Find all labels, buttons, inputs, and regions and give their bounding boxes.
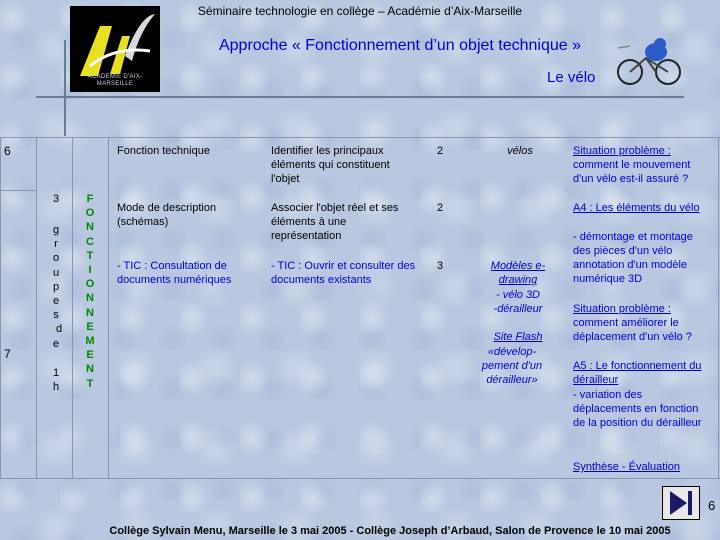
footer-text: Collège Sylvain Menu, Marseille le 3 mai 2005 - Collège Joseph d’Arbaud, Salon de Provence le 10 mai 2005	[109, 525, 671, 537]
grade-6-label: 6	[4, 144, 11, 158]
r3-activity-title[interactable]: A5 : Le fonctionnement du dérailleur	[573, 360, 702, 386]
vertical-letter: E	[86, 320, 94, 333]
table-right-border	[718, 137, 719, 479]
group-letter: o	[52, 252, 60, 265]
r2-activity-text: - démontage et montage des pièces d'un vélo annotation d'un modèle numérique 3D	[573, 231, 693, 285]
table-col-divider-3	[108, 137, 109, 479]
vertical-letter: N	[86, 306, 94, 319]
group-letter: d	[55, 323, 63, 336]
table-col-divider-1	[36, 137, 37, 479]
vertical-letter: T	[86, 249, 94, 262]
group-count-unit: h	[52, 381, 60, 394]
flash-site-link[interactable]: Site Flash	[493, 331, 543, 343]
vertical-letter: F	[86, 193, 94, 205]
vertical-letter: M	[85, 335, 95, 348]
edrawing-models-link[interactable]: Modèles e-drawing	[490, 260, 546, 286]
r3-situation-text: comment améliorer le déplacement d'un vélo ?	[573, 317, 692, 343]
group-letter: r	[54, 238, 58, 251]
r1-function: Fonction technique	[117, 145, 210, 157]
r3-situation-title[interactable]: Situation problème :	[573, 303, 671, 315]
r1-situation-text: comment le mouvement d'un vélo est-il assuré ?	[573, 159, 691, 185]
synthesis-evaluation-link[interactable]: Synthèse - Évaluation	[573, 461, 681, 473]
group-count	[49, 366, 63, 394]
group-letter: e	[52, 337, 60, 350]
grade-7-label: 7	[4, 347, 11, 361]
page-subtitle: Approche « Fonctionnement d’un objet technique »	[218, 37, 582, 54]
section-title: Le vélo	[547, 69, 596, 86]
flash-site-subtitle: «dévelop-pement d'un dérailleur»	[481, 346, 543, 386]
grade-row-divider	[0, 190, 36, 191]
vertical-letter: O	[85, 207, 95, 220]
r1-situation-title[interactable]: Situation problème :	[573, 145, 671, 157]
group-letter: e	[52, 295, 60, 308]
table-col-divider-2	[72, 137, 73, 479]
r2-activity-title[interactable]: A4 : Les éléments du vélo	[573, 202, 700, 214]
vertical-letter: C	[86, 235, 94, 248]
derailleur-item: -dérailleur	[493, 303, 543, 315]
r3-function: - TIC : Consultation de documents numériques	[117, 260, 232, 286]
vertical-letter: O	[85, 278, 95, 291]
vertical-letter: N	[86, 363, 94, 376]
vertical-letter: T	[86, 377, 94, 390]
group-letter: p	[52, 280, 60, 293]
group-number: 3	[52, 193, 60, 205]
group-count-digit: 1	[52, 367, 60, 379]
table-left-border	[0, 137, 1, 479]
seminar-title: Séminaire technologie en collège – Académie d’Aix-Marseille	[197, 4, 523, 18]
r3-competency: - TIC : Ouvrir et consulter des documents existants	[271, 260, 416, 286]
header-vertical-line	[64, 40, 66, 136]
header-horizontal-line	[36, 96, 684, 98]
r3-level: 3	[437, 260, 444, 272]
r2-function: Mode de description (schémas)	[117, 202, 217, 228]
r1-competency: Identifier les principaux éléments qui constituent l'objet	[271, 145, 390, 185]
next-end-icon	[663, 487, 699, 519]
vertical-letter: N	[86, 292, 94, 305]
r1-level: 2	[437, 145, 444, 157]
vertical-letter: E	[86, 349, 94, 362]
group-letter: s	[53, 309, 59, 322]
next-slide-button[interactable]	[662, 486, 700, 520]
r3-activity-text: - variation des déplacements en fonction de la position du dérailleur	[573, 389, 702, 429]
r1-support: vélos	[507, 145, 533, 157]
vertical-letter: I	[88, 264, 92, 277]
group-word	[49, 223, 63, 351]
page-number: 6	[708, 498, 716, 513]
vertical-letter: N	[86, 221, 94, 234]
velo-3d-item: - vélo 3D	[495, 289, 541, 301]
r2-competency: Associer l'objet réel et ses éléments à une représentation	[271, 202, 399, 242]
r2-level: 2	[437, 202, 444, 214]
fonctionnement-vertical-label	[83, 192, 97, 391]
cyclist-icon	[616, 36, 686, 88]
logo-text: ACADEMIE D'AIX-MARSEILLE	[87, 74, 143, 87]
group-letter: u	[52, 266, 60, 279]
group-letter: g	[52, 224, 60, 236]
